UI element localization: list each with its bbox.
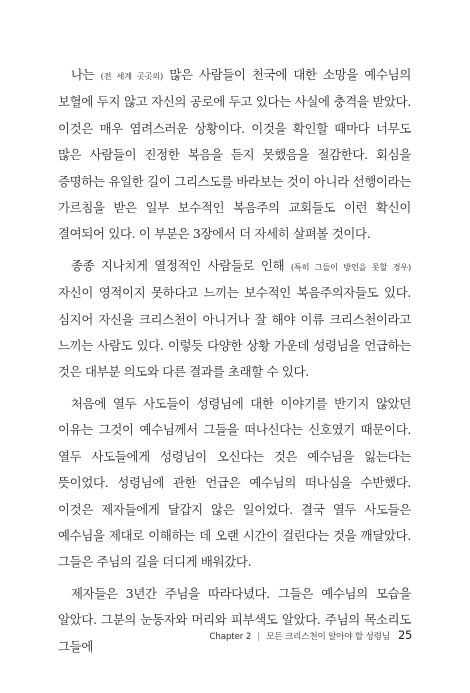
footer-chapter: Chapter 2: [209, 632, 252, 642]
parenthetical-note: (특히 그들이 방언을 못할 경우): [290, 261, 412, 272]
paragraph-text: 많은 사람들이 천국에 대한 소망을 예수님의 보혈에 두지 않고 자신의 공로에 두고 있다는 사실에 충격을 받았다. 이것은 매우 염려스러운 상황이다. 이것을 확인할 때마다 너무도 많은 사람들이 진정한 복음을 듣지 못했음을 절감한다. 회심을 증명하는 유일한 길이 그리스도를 바라보는 것이 아니라 선행이라는 가르침을 받은 일부 보수적인 복음주의 교회들도 이런 확신이 결여되어 있다. 이 부분은 3장에서 더 자세히 살펴볼 것이다.: [58, 67, 411, 242]
running-footer: [210, 624, 412, 643]
footer-separator: |: [257, 632, 261, 642]
paragraph: [58, 581, 411, 660]
paragraph-text: 처음에 열두 사도들이 성령님에 대한 이야기를 반기지 않았던 이유는 그것이 예수님께서 그들을 떠나신다는 신호였기 때문이다. 열두 사도들에게 성령님이 오신다는 것은 예수님을 잃는다는 뜻이었다. 성령님에 관한 언급은 예수님의 떠나심을 수반했다. 이것은 제자들에게 달갑지 않은 일이었다. 결국 열두 사도들은 예수님을 제대로 이해하는 데 오랜 시간이 걸린다는 것을 깨달았다. 그들은 주님의 길을 더디게 배워갔다.: [58, 395, 411, 570]
paragraph: [58, 253, 411, 386]
paragraph-text: 종종 지나치게 열정적인 사람들로 인해: [71, 257, 291, 273]
paragraph: [58, 391, 411, 576]
parenthetical-note: (전 세계 곳곳의): [100, 71, 164, 81]
page-number: 25: [397, 628, 412, 642]
body-text: [58, 62, 411, 660]
paragraph-text: 제자들은 3년간 주님을 따라다녔다. 그들은 예수님의 모습을 알았다. 그분의 눈동자와 머리와 피부색도 알았다. 주님의 목소리도 그들에: [58, 585, 411, 654]
paragraph-text: 자신이 영적이지 못하다고 느끼는 보수적인 복음주의자들도 있다. 심지어 자신을 크리스천이 아니거나 잘 해야 이류 크리스천이라고 느끼는 사람도 있다. 이렇듯 다양한 상황 가운데 성령님을 언급하는 것은 대부분 의도와 다른 결과를 초래할 수 있다.: [58, 285, 411, 380]
footer-book-title: 모든 크리스천이 알아야 할 성령님: [266, 632, 390, 642]
paragraph: [58, 62, 411, 248]
paragraph-text: 나는: [71, 67, 101, 82]
